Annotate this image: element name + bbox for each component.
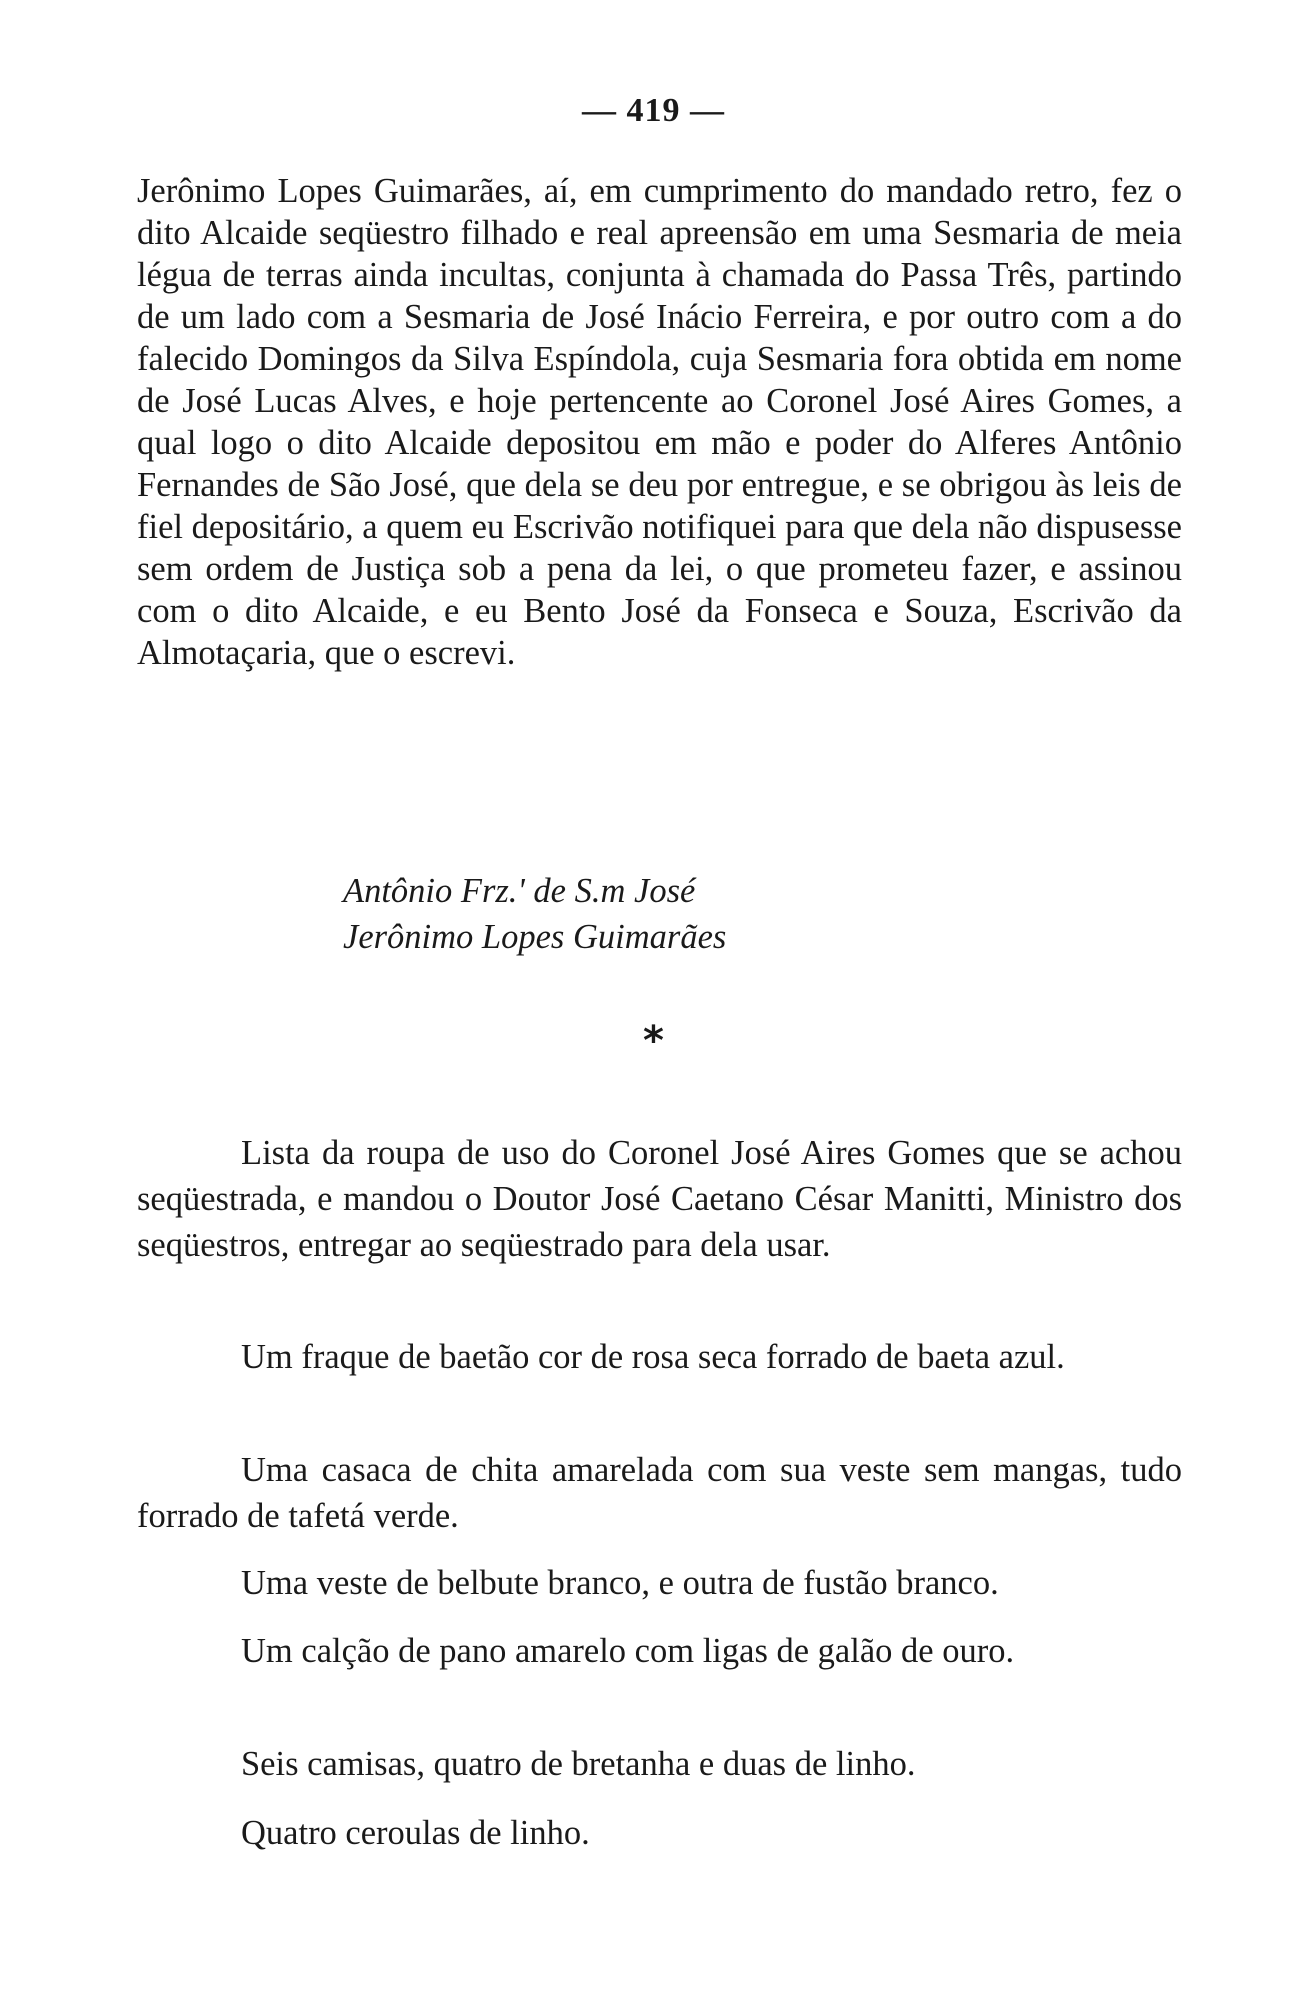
list-item <box>137 1628 1182 1674</box>
list-item <box>137 1447 1182 1539</box>
list-item-text: Seis camisas, quatro de bretanha e duas de linho. <box>241 1745 916 1783</box>
list-item <box>137 1560 1182 1606</box>
signature-block <box>343 868 726 960</box>
list-item-text: Um calção de pano amarelo com ligas de galão de ouro. <box>241 1632 1015 1670</box>
list-intro <box>137 1130 1182 1268</box>
page-number: — 419 — <box>582 92 725 129</box>
list-item-text: Um fraque de baetão cor de rosa seca forrado de baeta azul. <box>241 1338 1065 1376</box>
list-item <box>137 1741 1182 1787</box>
list-intro-text: Lista da roupa de uso do Coronel José Aires Gomes que se achou seqüestrada, e mandou o Doutor José Caetano César Manitti, Ministro dos seqüestros, entregar ao seqüestrado para dela usar. <box>137 1134 1182 1264</box>
body-paragraph: Jerônimo Lopes Guimarães, aí, em cumprimento do mandado retro, fez o dito Alcaide seqüestro filhado e real apreensão em uma Sesmaria de meia légua de terras ainda incultas, conjunta à chamada do Passa Três, partindo de um lado com a Sesmaria de José Inácio Ferreira, e por outro com a do falecido Domingos da Silva Espíndola, cuja Sesmaria fora obtida em nome de José Lucas Alves, e hoje pertencente ao Coronel José Aires Gomes, a qual logo o dito Alcaide depositou em mão e poder do Alferes Antônio Fernandes de São José, que dela se deu por entregue, e se obrigou às leis de fiel depositário, a quem eu Escrivão notifiquei para que dela não dispusesse sem ordem de Justiça sob a pena da lei, o que prometeu fazer, e assinou com o dito Alcaide, e eu Bento José da Fonseca e Souza, Escrivão da Almotaçaria, que o escrevi. <box>137 172 1182 672</box>
list-item <box>137 1810 1182 1856</box>
section-separator: * <box>643 1018 664 1064</box>
list-item <box>137 1334 1182 1380</box>
signature-jeronimo: Jerônimo Lopes Guimarães <box>343 918 727 956</box>
list-item-text: Uma casaca de chita amarelada com sua veste sem mangas, tudo forrado de tafetá verde. <box>137 1451 1182 1535</box>
list-item-text: Uma veste de belbute branco, e outra de fustão branco. <box>241 1564 999 1602</box>
signature-antonio: Antônio Frz.' de S.m José <box>343 872 696 910</box>
list-item-text: Quatro ceroulas de linho. <box>241 1814 590 1852</box>
